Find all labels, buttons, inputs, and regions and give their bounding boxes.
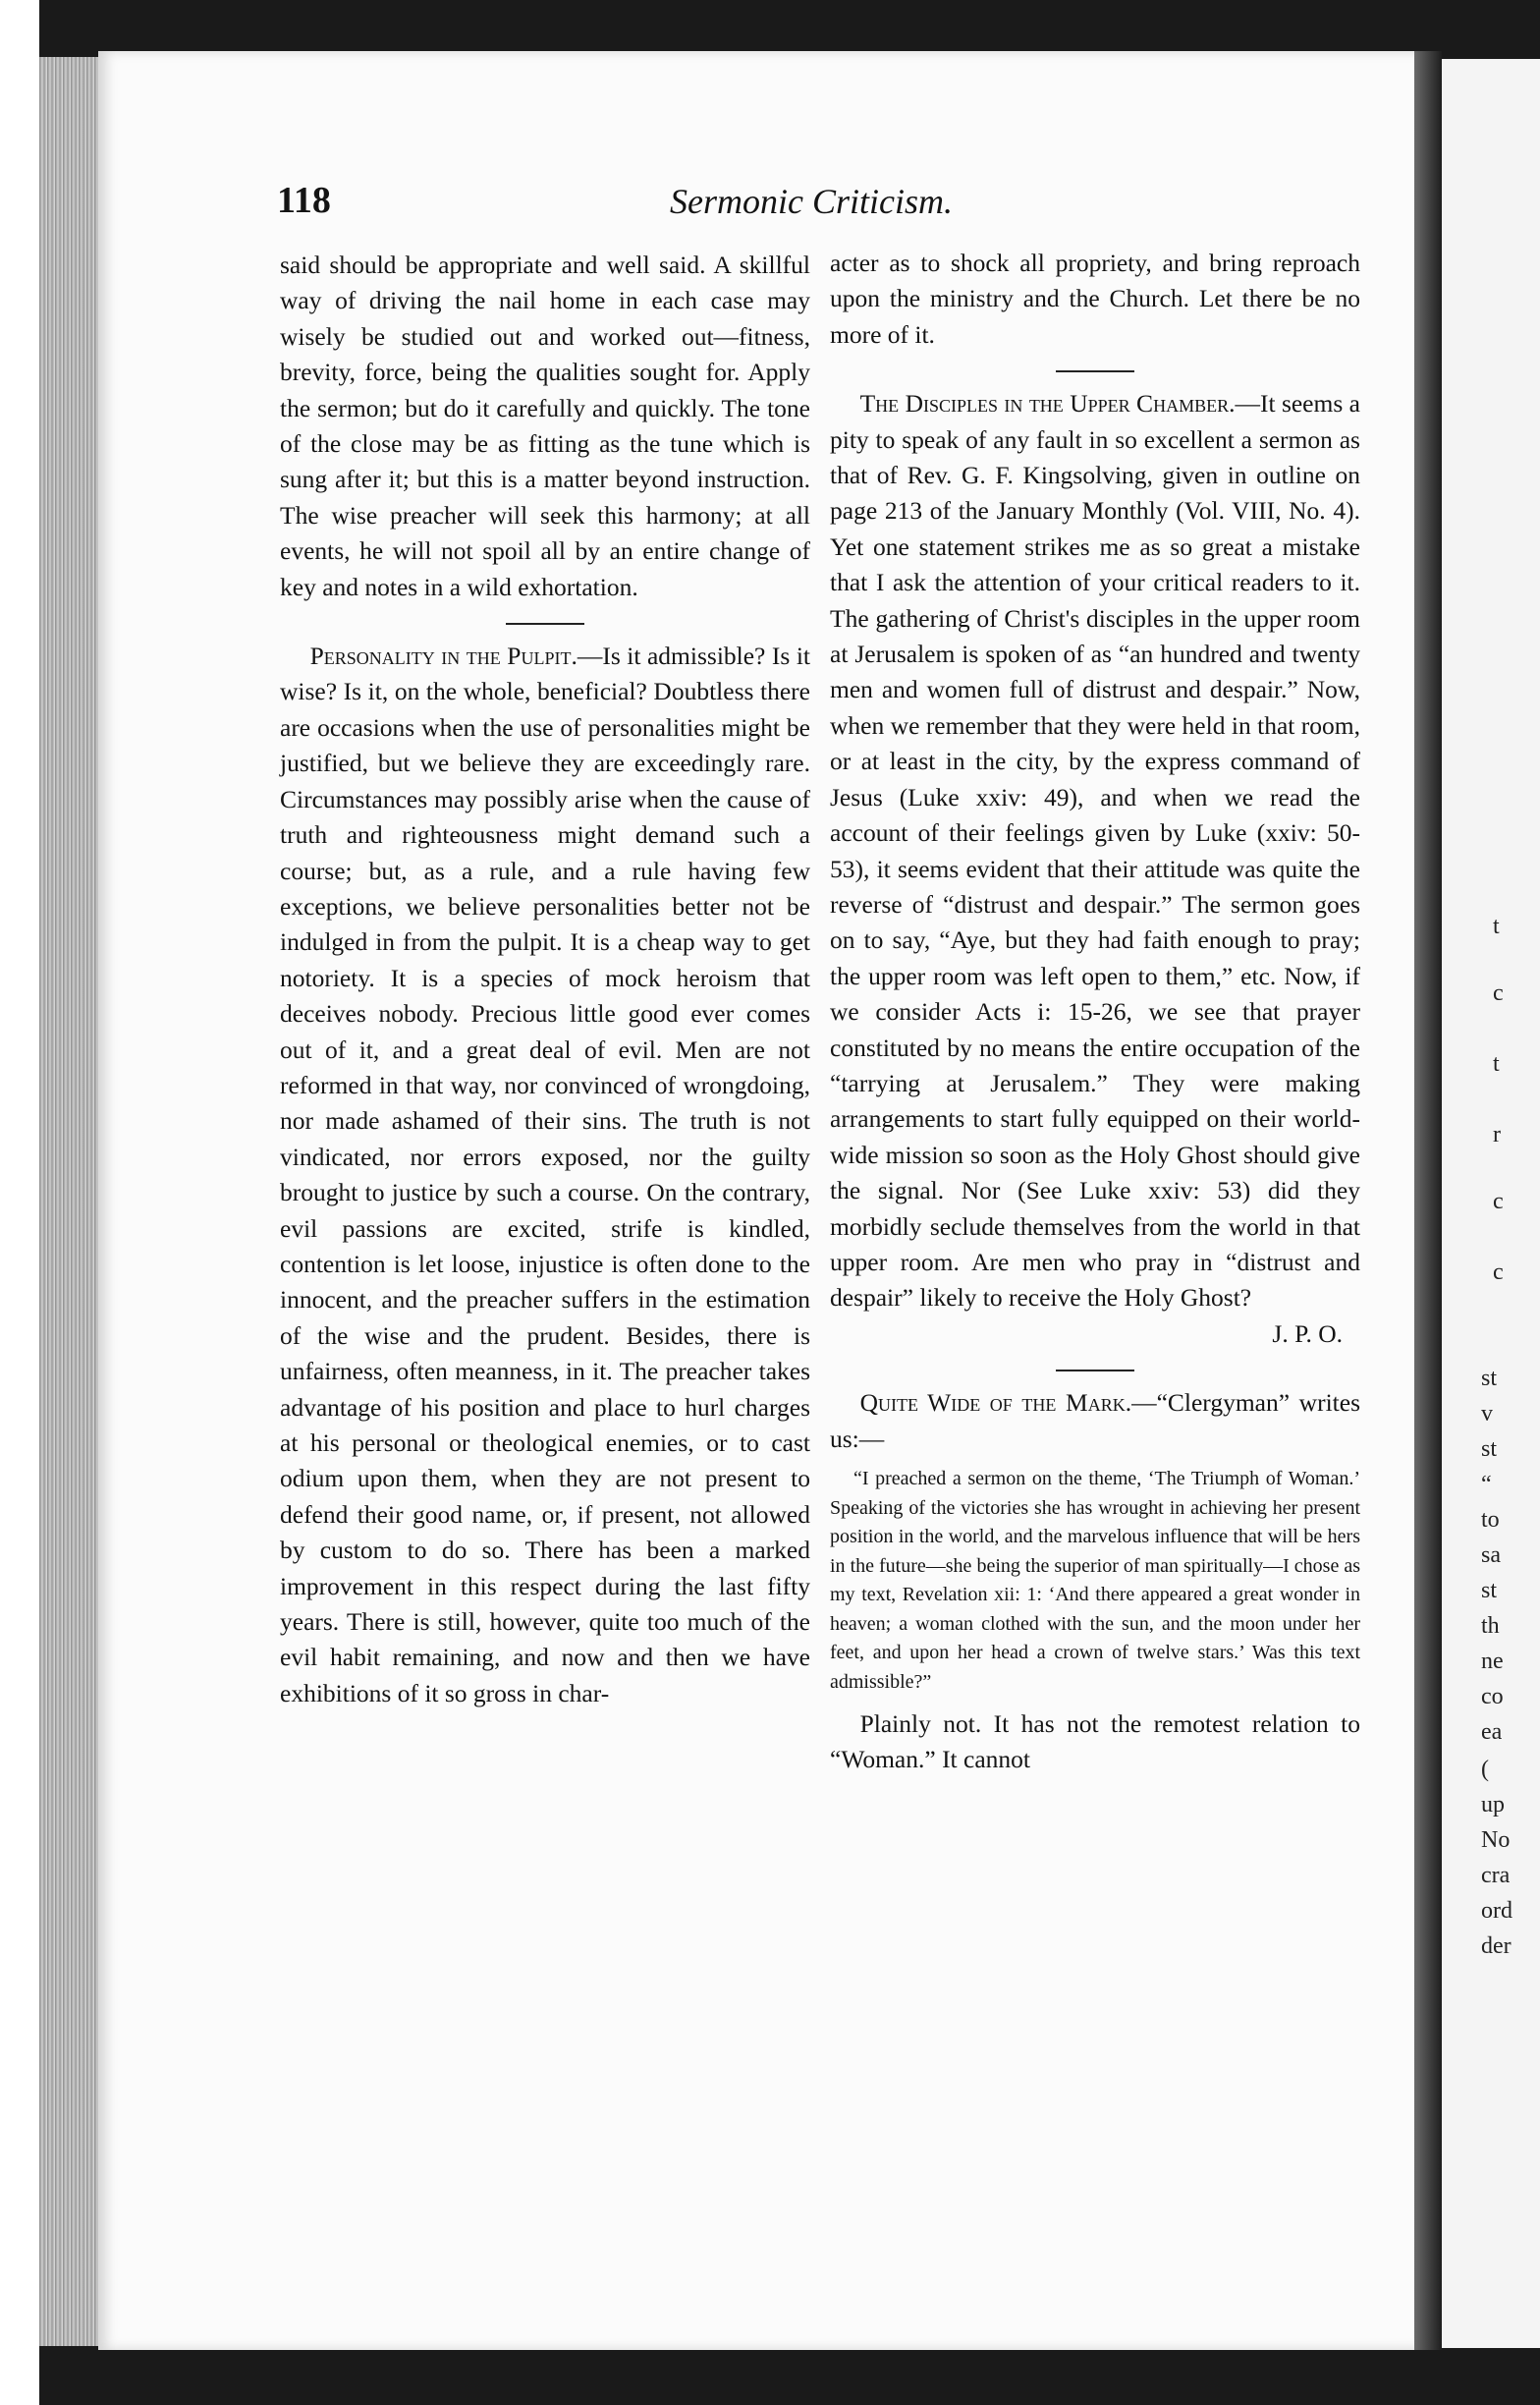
fragment-text: c: [1493, 1259, 1504, 1285]
running-head: Sermonic Criticism.: [670, 182, 953, 221]
section-divider: [506, 623, 584, 625]
paragraph: said should be appropriate and well said. A skillful way of driving the nail home in each case may wisely be studied out and worked out—fitness, brevity, force, being the qualities sought for. Apply the sermon; but do it carefully and quickly. The tone of the close may be as fitting as the tune which is sung after it; but this is a matter beyond instruction. The wise preacher will seek this harmony; at all events, he will not spoil all by an entire change of key and notes in a wild exhortation.: [280, 251, 810, 601]
fragment-text: ord: [1481, 1898, 1512, 1924]
paragraph: [830, 1385, 1360, 1457]
paragraph: [280, 639, 810, 1711]
section-divider: [1056, 1370, 1134, 1371]
fragment-text: co: [1481, 1684, 1504, 1709]
fragment-text: st: [1481, 1578, 1498, 1603]
fragment-text: to: [1481, 1507, 1500, 1533]
fragment-text: r: [1493, 1122, 1501, 1147]
paragraph: Plainly not. It has not the remotest relation to “Woman.” It cannot: [830, 1709, 1360, 1774]
fragment-text: (: [1481, 1757, 1489, 1782]
fragment-text: ea: [1481, 1719, 1503, 1745]
fragment-text: v: [1481, 1401, 1493, 1426]
section-heading: The Disciples in the Upper Chamber.: [859, 389, 1236, 419]
fragment-text: st: [1481, 1436, 1498, 1462]
fragment-text: t: [1493, 914, 1500, 939]
paragraph: [830, 386, 1360, 1316]
fragment-text: st: [1481, 1366, 1498, 1391]
fragment-text: No: [1481, 1827, 1511, 1853]
fragment-text: sa: [1481, 1542, 1501, 1568]
adjacent-page-fragment: [1442, 59, 1540, 2348]
fragment-text: c: [1493, 1189, 1504, 1214]
right-column: [830, 246, 1360, 1778]
left-column: [280, 248, 810, 1711]
fragment-text: der: [1481, 1933, 1512, 1959]
page-number: 118: [277, 180, 331, 221]
fragment-text: cra: [1481, 1863, 1511, 1888]
paragraph-body: —“Clergyman” writes us:—: [830, 1388, 1360, 1453]
fragment-text: ne: [1481, 1649, 1504, 1674]
paragraph: acter as to shock all propriety, and bring reproach upon the ministry and the Church. Let there be no more of it.: [830, 249, 1360, 349]
signature: J. P. O.: [1272, 1318, 1343, 1348]
fragment-text: “: [1481, 1472, 1492, 1497]
section-divider: [1056, 370, 1134, 372]
page-header: [277, 179, 1338, 221]
scan-background: [0, 0, 39, 2405]
paragraph-body: —Is it admissible? Is it wise? Is it, on the whole, beneficial? Doubtless there are occasions when the use of personalities might be justified, but we believe they are exceedingly rare. Circumstances may possibly arise when the cause of truth and righteousness might demand such a course; but, as a rule, and a rule having few exceptions, we believe personalities better not be indulged in from the pulpit. It is a cheap way to get notoriety. It is a species of mock heroism that deceives nobody. Precious little good ever comes out of it, and a great deal of evil. Men are not reformed in that way, nor convinced of wrongdoing, nor made ashamed of their sins. The truth is not vindicated, nor errors exposed, nor the guilty brought to justice by such a course. On the contrary, evil passions are excited, strife is kindled, contention is let loose, injustice is often done to the innocent, and the preacher suffers in the estimation of the wise and the prudent. Besides, there is unfairness, often meanness, in it. The preacher takes advantage of his position and place to hurl charges at his personal or theological enemies, or to cast odium upon them, when they are not present to defend their good name, or, if present, not allowed by custom to do so. There has been a marked improvement in this respect during the last fifty years. There is still, however, quite too much of the evil habit remaining, and now and then we have exhibitions of it so gross in char-: [280, 642, 810, 1707]
paragraph-body: —It seems a pity to speak of any fault in so excellent a sermon as that of Rev. G. F. Kingsolving, given in outline on page 213 of the January Monthly (Vol. VIII, No. 4). Yet one statement strikes me as so great a mistake that I ask the attention of your critical readers to it. The gathering of Christ's disciples in the upper room at Jerusalem is spoken of as “an hundred and twenty men and women full of distrust and despair.” Now, when we remember that they were held in that room, or at least in the city, by the express command of Jesus (Luke xxiv: 49), and when we read the account of their feelings given by Luke (xxiv: 50-53), it seems evident that their attitude was quite the reverse of “distrust and despair.” The sermon goes on to say, “Aye, but they had faith enough to pray; the upper room was left open to them,” etc. Now, if we consider Acts i: 15-26, we see that prayer constituted by no means the entire occupation of the “tarrying at Jerusalem.” They were making arrangements to start fully equipped on their world-wide mission so soon as the Holy Ghost should give the signal. Nor (See Luke xxiv: 53) did they morbidly seclude themselves from the world in that upper room. Are men who pray in “distrust and despair” likely to receive the Holy Ghost?: [830, 389, 1360, 1313]
section-heading: Personality in the Pulpit.: [309, 642, 578, 671]
fragment-text: t: [1493, 1051, 1500, 1077]
section-heading: Quite Wide of the Mark.: [859, 1388, 1132, 1418]
block-quote: “I preached a sermon on the theme, ‘The Triumph of Woman.’ Speaking of the victories she has wrought in achieving her present position in the world, and the marvelous influence that will be hers in the future—she being the superior of man spiritually—I chose as my text, Revelation xii: 1: ‘And there appeared a great wonder in heaven; a woman clothed with the sun, and the moon under her feet, and upon her head a crown of twelve stars.’ Was this text admissible?”: [830, 1468, 1360, 1693]
fragment-text: th: [1481, 1613, 1500, 1639]
book-gutter: [1414, 51, 1442, 2350]
fragment-text: up: [1481, 1792, 1505, 1818]
fragment-text: c: [1493, 980, 1504, 1006]
